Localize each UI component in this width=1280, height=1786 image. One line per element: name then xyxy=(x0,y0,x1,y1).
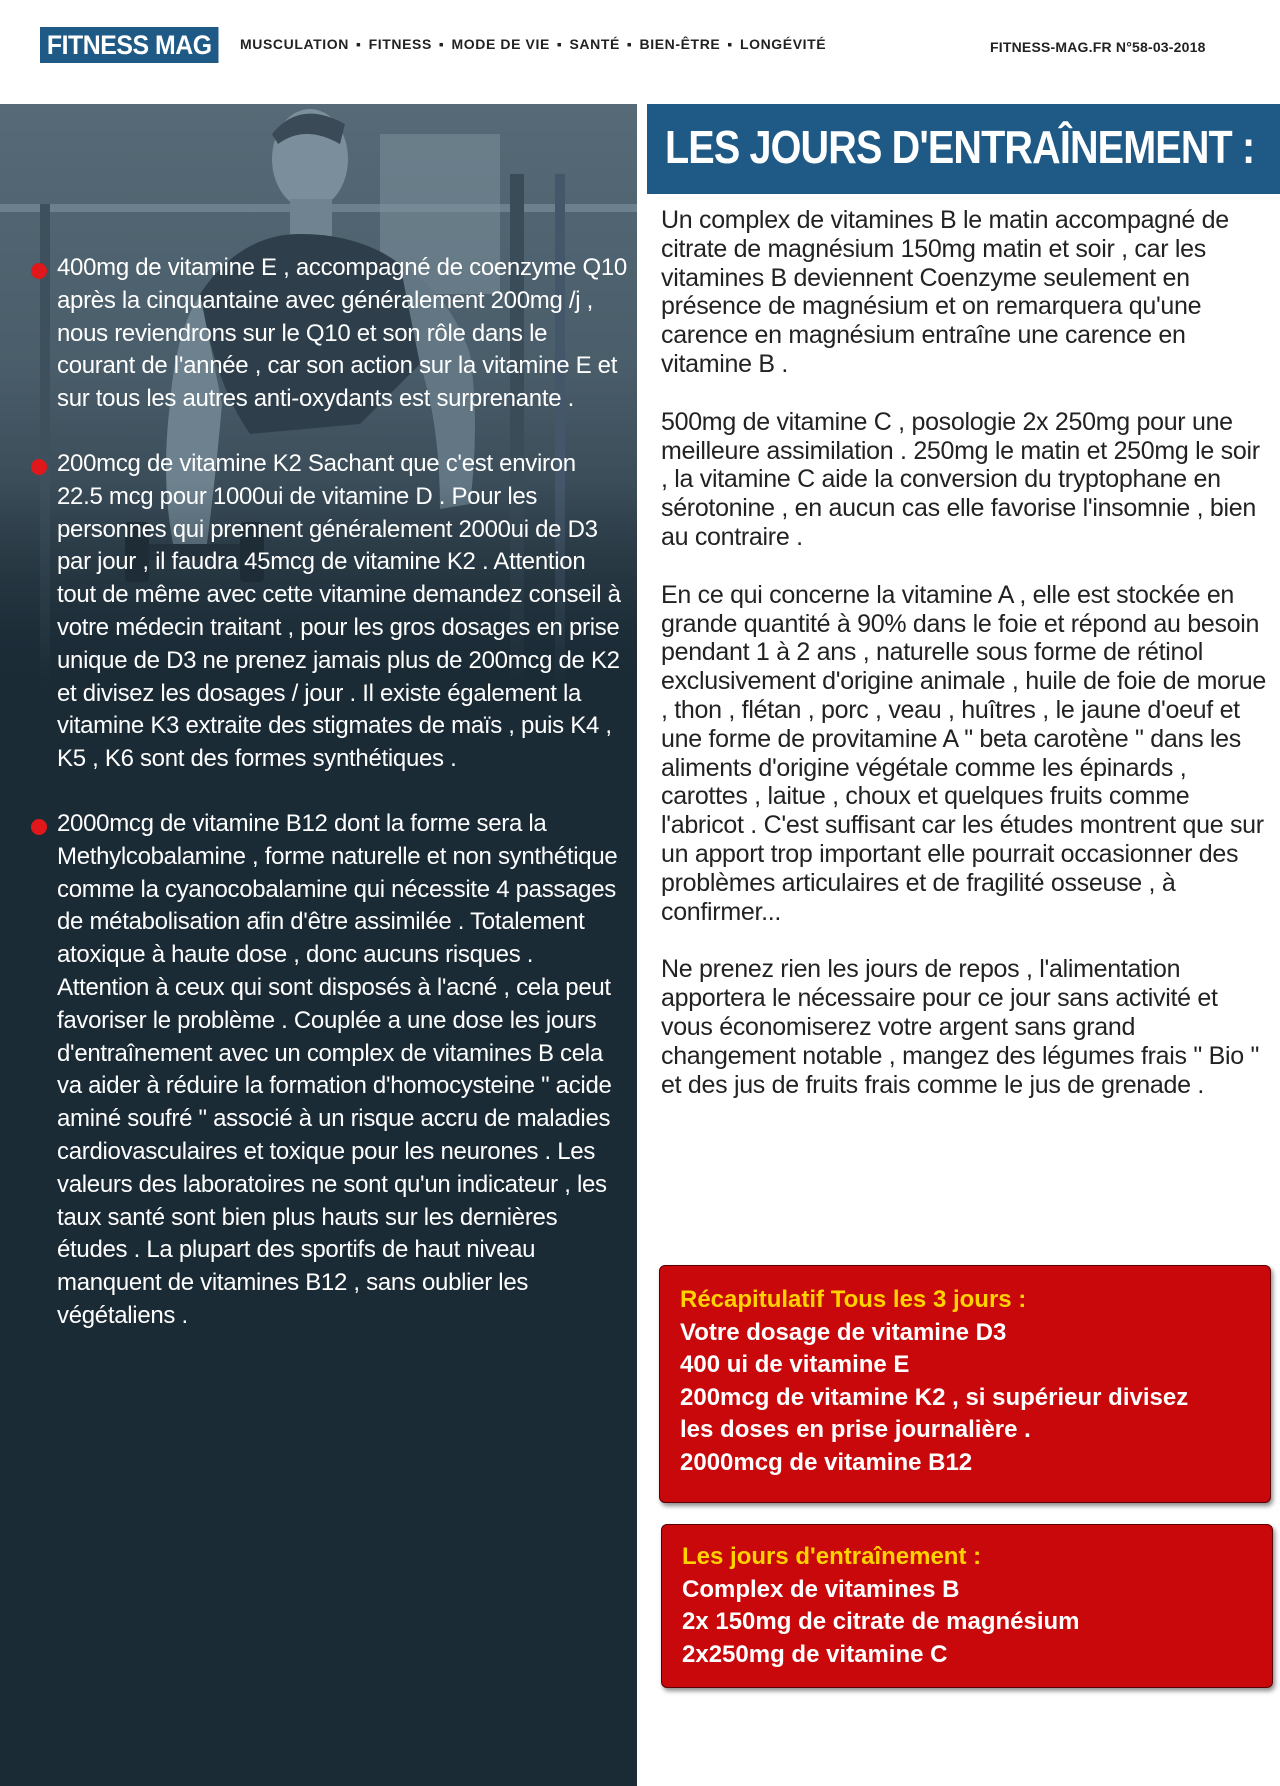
nav-separator: ▪ xyxy=(626,36,633,52)
bullet-text-vitamin-k2: 200mcg de vitamine K2 Sachant que c'est environ 22.5 mcg pour 1000ui de vitamine D . Pour les personnes qui prennent généralement 2000ui de D3 par jour , il faudra 45mcg de vitamine K2 . Attention tout de même avec cette vitamine demandez conseil à votre médecin traitant , pour les gros dosages en prise unique de D3 ne prenez jamais plus de 200mcg de K2 et divisez les dosages / jour . Il existe également la vitamine K3 extraite des stigmates de maïs , puis K4 , K5 , K6 sont des formes synthétiques . xyxy=(57,449,621,773)
paragraph-vitamin-c: 500mg de vitamine C , posologie 2x 250mg pour une meilleure assimilation . 250mg le matin et 250mg le soir , la vitamine C aide la conversion du tryptophane en sérotonine , en aucun cas elle favorise l'insomnie , bien au contraire . xyxy=(661,407,1260,551)
nav-item-mode-de-vie[interactable]: MODE DE VIE xyxy=(451,36,550,52)
nav-separator: ▪ xyxy=(356,36,362,52)
nav-item-fitness[interactable]: FITNESS xyxy=(368,36,432,52)
bullet-text-vitamin-b12: 2000mcg de vitamine B12 dont la forme sera la Methylcobalamine , forme naturelle et non synthétique comme la cyanocobalamine qui nécessite 4 passages de métabolisation afin d'être assimilée . Totalement atoxique à haute dose , donc aucuns risques . Attention à ceux qui sont disposés à l'acné , cela peut favoriser le problème . Couplée a une dose les jours d'entraînement avec un complex de vitamines B cela va aider à réduire la formation d'homocysteine " acide aminé soufré " associé à un risque accru de maladies cardiovasculaires et toxique pour les neurones . Les valeurs des laboratoires ne sont qu'un indicateur , les taux santé sont bien plus hauts sur les dernières études . La plupart des sportifs de haut niveau manquent de vitamines B12 , sans oublier les végétaliens . xyxy=(57,809,618,1329)
nav-item-musculation[interactable]: MUSCULATION xyxy=(240,36,349,52)
nav-separator: ▪ xyxy=(727,36,733,52)
training-line: 2x250mg de vitamine C xyxy=(682,1640,948,1668)
summary-box-title: Récapitulatif Tous les 3 jours : xyxy=(680,1286,1027,1313)
summary-line: Votre dosage de vitamine D3 xyxy=(680,1318,1007,1346)
red-bullet-icon xyxy=(31,819,47,835)
red-bullet-icon xyxy=(31,459,47,475)
paragraph-vitamin-b: Un complex de vitamines B le matin accompagné de citrate de magnésium 150mg matin et soir , car les vitamines B deviennent Coenzyme seulement en présence de magnésium et on remarquera qu'une carence en magnésium entraîne une carence en vitamine B . xyxy=(661,206,1229,378)
summary-line: les doses en prise journalière . xyxy=(680,1416,1031,1443)
section-title-bar xyxy=(647,104,1280,194)
summary-line: 400 ui de vitamine E xyxy=(680,1351,910,1378)
nav-separator: ▪ xyxy=(438,36,445,52)
nav-separator: ▪ xyxy=(556,36,563,52)
paragraph-vitamin-a: En ce qui concerne la vitamine A , elle est stockée en grande quantité à 90% dans le foie et répond au besoin pendant 1 à 2 ans , naturelle sous forme de rétinol exclusivement d'origine animale , huile de foie de morue , thon , flétan , porc , veau , huîtres , le jaune d'oeuf et une forme de provitamine A " beta carotène " dans les aliments d'origine végétale comme les épinards , carottes , laitue , choux et quelques fruits comme l'abricot . C'est suffisant car les études montrent que sur un apport trop important elle pourrait occasionner des problèmes articulaires et de fragilité osseuse , à confirmer... xyxy=(661,580,1266,926)
nav-item-sante[interactable]: SANTÉ xyxy=(569,36,620,52)
magazine-logo[interactable]: FITNESS MAG xyxy=(40,27,218,63)
summary-line: 2000mcg de vitamine B12 xyxy=(680,1448,973,1476)
paragraph-rest-days: Ne prenez rien les jours de repos , l'alimentation apportera le nécessaire pour ce jour sans activité et vous économiserez votre argent sans grand changement notable , mangez des légumes frais " Bio " et des jus de fruits frais comme le jus de grenade . xyxy=(661,955,1260,1099)
training-days-box xyxy=(661,1524,1273,1688)
summary-line: 200mcg de vitamine K2 , si supérieur divisez xyxy=(680,1383,1189,1411)
red-bullet-icon xyxy=(31,263,47,279)
nav-item-longevite[interactable]: LONGÉVITÉ xyxy=(739,36,827,52)
section-title: LES JOURS D'ENTRAÎNEMENT : xyxy=(665,121,1255,173)
supplement-bullet-list xyxy=(57,252,627,1365)
masthead xyxy=(0,0,1280,92)
nav-item-bien-etre[interactable]: BIEN-ÊTRE xyxy=(639,36,721,52)
section-nav xyxy=(240,36,826,52)
training-box-title: Les jours d'entraînement : xyxy=(682,1543,982,1570)
issue-number: FITNESS-MAG.FR N°58-03-2018 xyxy=(990,39,1206,55)
training-line: 2x 150mg de citrate de magnésium xyxy=(682,1608,1080,1635)
list-item xyxy=(57,448,627,776)
list-item xyxy=(57,252,627,416)
list-item xyxy=(57,808,627,1333)
article-body xyxy=(661,206,1273,1128)
bullet-text-vitamin-e: 400mg de vitamine E , accompagné de coenzyme Q10 après la cinquantaine avec généralement 200mg /j , nous reviendrons sur le Q10 et son rôle dans le courant de l'année , car son action sur la vitamine E et sur tous les autres anti-oxydants est surprenante . xyxy=(57,254,627,413)
summary-box xyxy=(659,1265,1271,1503)
training-line: Complex de vitamines B xyxy=(682,1575,960,1603)
